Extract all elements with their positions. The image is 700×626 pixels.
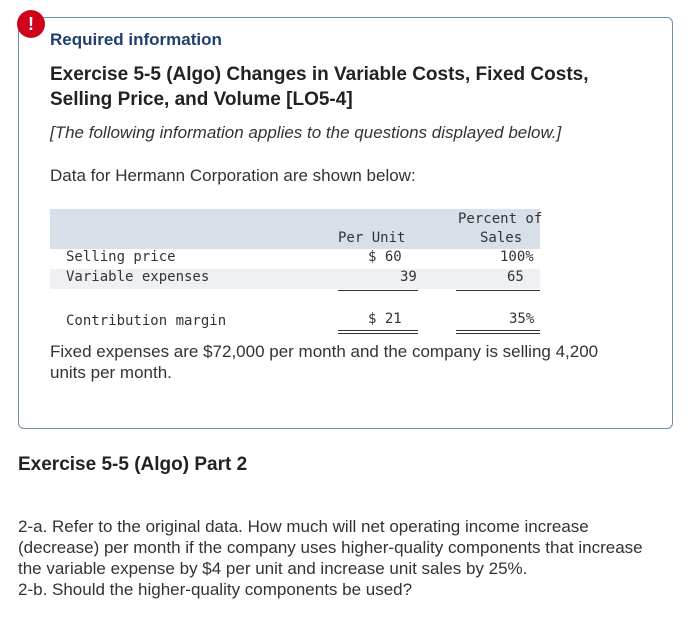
col-header-percent-line1: Percent of [458,211,543,227]
part-title: Exercise 5-5 (Algo) Part 2 [18,454,248,475]
per-unit-subtotal-line [338,290,418,291]
per-unit-total-line-2 [338,333,418,334]
alert-icon: ! [17,10,45,38]
contribution-table [50,209,543,329]
question-block [18,516,688,600]
row-percent-variable-expenses: 65 [507,269,524,285]
fixed-expenses-text: Fixed expenses are $72,000 per month and the company is selling 4,200 units per month. [50,342,599,382]
row-percent-selling-price: 100% [500,249,534,265]
required-info-heading: Required information [50,30,222,49]
row-label-selling-price: Selling price [66,249,176,265]
question-2a-line-2: (decrease) per month if the company uses higher-quality components that increase [18,538,643,557]
row-label-variable-expenses: Variable expenses [66,269,210,285]
exercise-title: Exercise 5-5 (Algo) Changes in Variable Costs, Fixed Costs, Selling Price, and Volume [LO5-4] [50,64,589,110]
question-2a-line-1: 2-a. Refer to the original data. How much will net operating income increase [18,517,589,536]
per-unit-total-line-1 [338,330,418,331]
question-2a-line-3: the variable expense by $4 per unit and increase unit sales by 25%. [18,559,528,578]
col-header-percent-line2: Sales [480,230,523,246]
percent-subtotal-line [456,290,540,291]
percent-total-line-2 [456,333,540,334]
applies-note: [The following information applies to the questions displayed below.] [50,123,562,142]
percent-total-line-1 [456,330,540,331]
row-per-unit-selling-price: $ 60 [368,249,402,265]
intro-text: Data for Hermann Corporation are shown below: [50,166,416,185]
row-percent-contribution-margin: 35% [509,311,535,327]
row-label-contribution-margin: Contribution margin [66,313,227,329]
row-per-unit-contribution-margin: $ 21 [368,311,402,327]
col-header-per-unit: Per Unit [338,230,406,246]
row-per-unit-variable-expenses: 39 [400,269,417,285]
question-2b: 2-b. Should the higher-quality components be used? [18,580,413,599]
